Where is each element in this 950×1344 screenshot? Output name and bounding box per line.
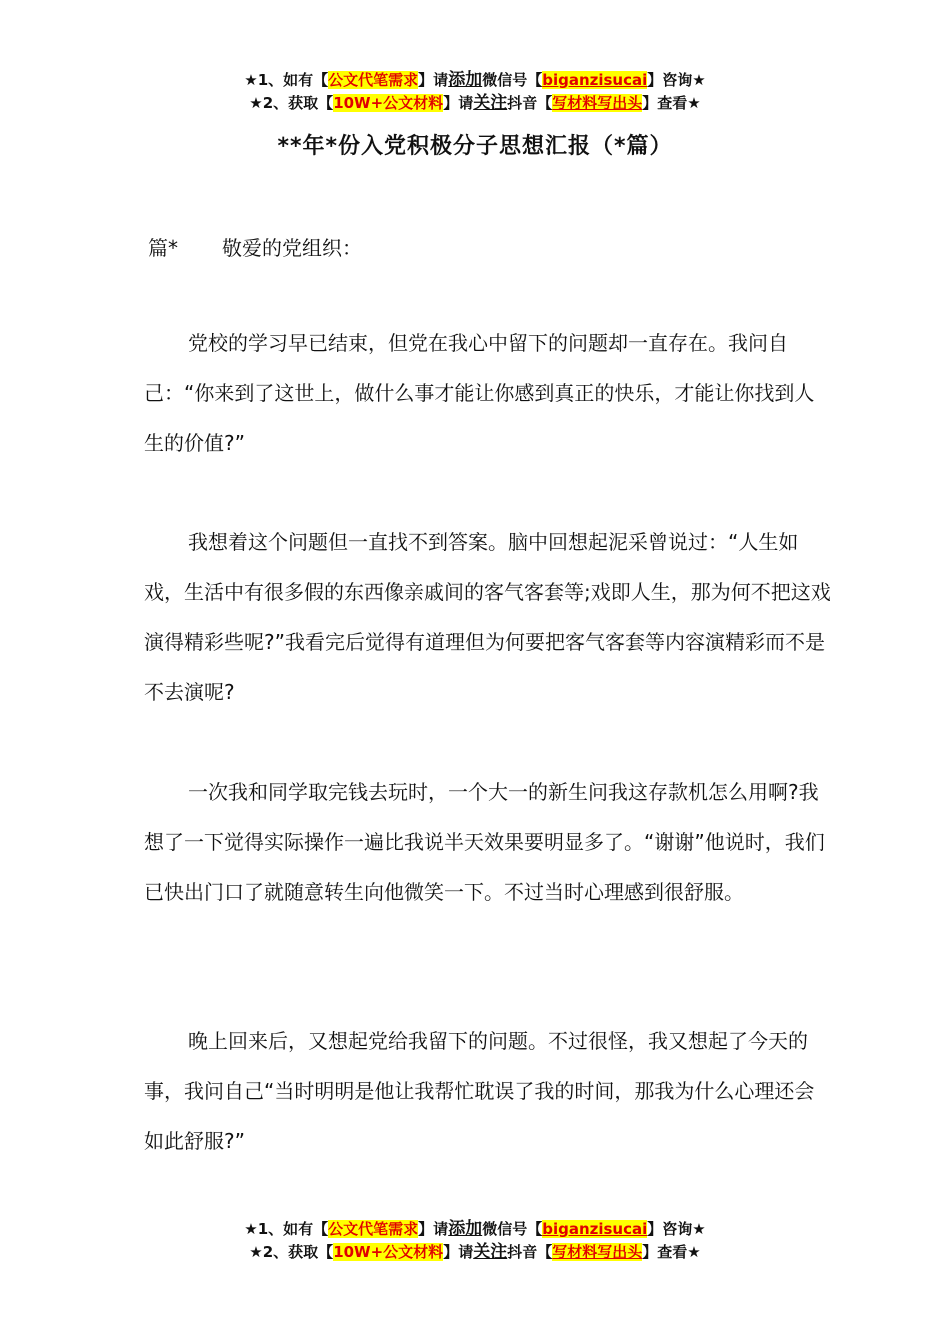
promo-douyin-id: 写材料写出头: [552, 94, 643, 112]
promo-text: 抖音【: [507, 94, 553, 112]
promo-douyin-id: 写材料写出头: [552, 1243, 643, 1261]
paragraph: [144, 767, 834, 917]
section-heading: [148, 232, 362, 261]
promo-emphasis: 关注: [473, 93, 508, 113]
promo-highlight: 公文代笔需求: [328, 71, 419, 89]
paragraph-text: 我想着这个问题但一直找不到答案。脑中回想起泥采曾说过：“人生如戏，生活中有很多假的东西像亲戚间的客气客套等;戏即人生，那为何不把这戏演得精彩些呢?”我看完后觉得有道理但为何要把客气客套等内容演精彩而不是不去演呢?: [144, 530, 831, 704]
promo-emphasis: 添加: [448, 1219, 483, 1239]
promo-text: 】查看★: [642, 94, 701, 112]
paragraph: [144, 318, 834, 468]
document-title: **年*份入党积极分子思想汇报（*篇）: [277, 134, 673, 159]
footer-promo: [0, 1218, 950, 1264]
paragraph-text: 晚上回来后，又想起党给我留下的问题。不过很怪，我又想起了今天的事，我问自己“当时明明是他让我帮忙耽误了我的时间，那我为什么心理还会如此舒服?”: [144, 1029, 815, 1153]
section-label: 篇*: [148, 236, 178, 260]
promo-text: 微信号【: [482, 1220, 543, 1238]
promo-text: ★2、获取【: [249, 94, 334, 112]
promo-text: ★2、获取【: [249, 1243, 334, 1261]
paragraph: [144, 517, 834, 717]
promo-wechat-id: biganzisucai: [542, 71, 648, 89]
promo-text: ★1、如有【: [244, 71, 329, 89]
promo-emphasis: 添加: [448, 70, 483, 90]
promo-highlight: 10W+公文材料: [333, 94, 444, 112]
header-promo: [0, 69, 950, 115]
promo-text: 】请: [443, 94, 474, 112]
paragraph: [144, 1016, 834, 1166]
promo-text: 微信号【: [482, 71, 543, 89]
promo-line-2: [0, 1241, 950, 1264]
promo-text: 】请: [418, 71, 449, 89]
promo-text: 抖音【: [507, 1243, 553, 1261]
promo-text: 】请: [443, 1243, 474, 1261]
promo-text: 】咨询★: [647, 71, 706, 89]
paragraph-text: 党校的学习早已结束，但党在我心中留下的问题却一直存在。我问自己：“你来到了这世上，做什么事才能让你感到真正的快乐，才能让你找到人生的价值?”: [144, 331, 815, 455]
promo-text: 】查看★: [642, 1243, 701, 1261]
promo-line-1: [0, 69, 950, 92]
promo-wechat-id: biganzisucai: [542, 1220, 648, 1238]
promo-text: ★1、如有【: [244, 1220, 329, 1238]
promo-emphasis: 关注: [473, 1242, 508, 1262]
promo-highlight: 10W+公文材料: [333, 1243, 444, 1261]
promo-line-2: [0, 92, 950, 115]
promo-line-1: [0, 1218, 950, 1241]
promo-text: 】咨询★: [647, 1220, 706, 1238]
paragraph-text: 一次我和同学取完钱去玩时，一个大一的新生问我这存款机怎么用啊?我想了一下觉得实际操作一遍比我说半天效果要明显多了。“谢谢”他说时，我们已快出门口了就随意转生向他微笑一下。不过当时心理感到很舒服。: [144, 780, 825, 904]
promo-text: 】请: [418, 1220, 449, 1238]
promo-highlight: 公文代笔需求: [328, 1220, 419, 1238]
salutation: 敬爱的党组织：: [222, 236, 362, 260]
